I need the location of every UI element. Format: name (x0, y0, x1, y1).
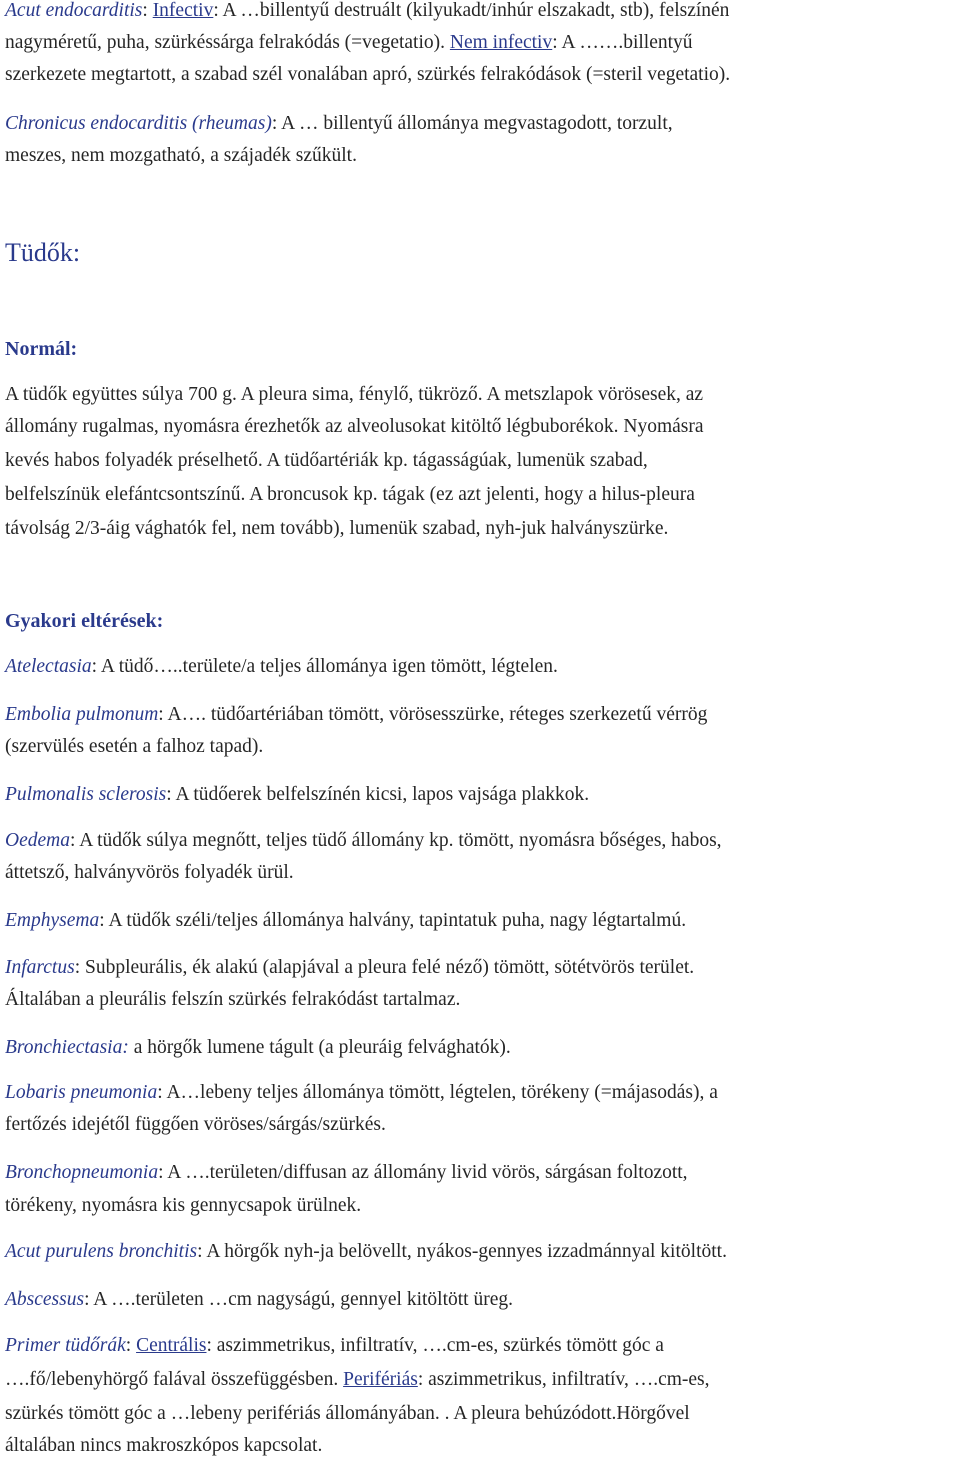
text-segment: : A tüdő…..területe/a teljes állománya igen tömött, légtelen. (91, 656, 558, 677)
term-label: Abscessus (5, 1289, 85, 1310)
text-line (5, 736, 955, 758)
text-segment: : Subpleurális, ék alakú (alapjával a pleura felé néző) tömött, sötétvörös terület. (74, 957, 695, 978)
term-label: Chronicus endocarditis (rheumas) (5, 113, 272, 134)
text-segment: Gyakori eltérések: (5, 610, 164, 632)
text-segment: kevés habos folyadék préselhető. A tüdőartériák kp. tágasságúak, lumenük szabad, (5, 450, 648, 471)
text-line (5, 1037, 955, 1059)
text-line (5, 1114, 955, 1136)
text-line (5, 518, 955, 540)
text-segment: : A tüdők széli/teljes állománya halvány, tapintatuk puha, nagy légtartalmú. (99, 910, 687, 931)
text-line (5, 450, 955, 472)
text-line (5, 656, 955, 678)
text-line (5, 704, 955, 726)
text-segment: nagyméretű, puha, szürkéssárga felrakódás (=vegetatio). (5, 32, 450, 53)
term-label: Bronchopneumonia (5, 1162, 159, 1183)
term-label: Primer tüdőrák (5, 1335, 126, 1356)
text-segment: : aszimmetrikus, infiltratív, ….cm-es, (417, 1369, 710, 1390)
text-line (5, 145, 955, 167)
subsection-heading (5, 338, 955, 360)
term-label: Atelectasia (5, 656, 92, 677)
text-line (5, 1369, 955, 1391)
text-segment: A tüdők együttes súlya 700 g. A pleura sima, fénylő, tükröző. A metszlapok vörösesek, az (5, 384, 704, 405)
term-label: Lobaris pneumonia (5, 1082, 158, 1103)
text-segment: törékeny, nyomásra kis gennycsapok ürülnek. (5, 1195, 362, 1216)
text-segment: : A ….területen …cm nagyságú, gennyel kitöltött üreg. (84, 1289, 513, 1310)
text-segment: : A…lebeny teljes állománya tömött, légtelen, törékeny (=májasodás), a (157, 1082, 718, 1103)
text-line (5, 1335, 955, 1357)
text-segment: : A … billentyű állománya megvastagodott, torzult, (271, 113, 673, 134)
text-segment: ….fő/lebenyhörgő falával összefüggésben. (5, 1369, 344, 1390)
text-segment: fertőzés idejétől függően vöröses/sárgás/szürkés. (5, 1114, 386, 1135)
text-segment: : A hörgők nyh-ja belövellt, nyákos-gennyes izzadmánnyal kitöltött. (197, 1241, 727, 1262)
text-line (5, 0, 955, 22)
text-segment: : (142, 0, 153, 21)
text-line (5, 1435, 955, 1457)
text-segment: (szervülés esetén a falhoz tapad). (5, 736, 264, 757)
text-line (5, 1403, 955, 1425)
term-label: Pulmonalis sclerosis (5, 784, 167, 805)
text-segment: Tüdők: (5, 238, 81, 267)
term-label: Bronchiectasia: (5, 1037, 129, 1058)
term-label: Oedema (5, 830, 70, 851)
text-segment: szerkezete megtartott, a szabad szél vonalában apró, szürkés felrakódások (=steril vegetatio). (5, 64, 731, 85)
text-line (5, 416, 955, 438)
term-label: Acut purulens bronchitis (5, 1241, 198, 1262)
subsection-heading (5, 610, 955, 632)
text-line (5, 1082, 955, 1104)
text-line (5, 1289, 955, 1311)
text-line (5, 862, 955, 884)
text-segment: : (125, 1335, 137, 1356)
text-line (5, 784, 955, 806)
section-heading (5, 238, 955, 268)
text-line (5, 1162, 955, 1184)
text-line (5, 910, 955, 932)
text-segment: : A tüdőerek belfelszínén kicsi, lapos vajsága plakkok. (166, 784, 590, 805)
underlined-term: Perifériás (343, 1369, 418, 1390)
text-line (5, 1195, 955, 1217)
term-label: Infarctus (5, 957, 75, 978)
text-segment: : A …billentyű destruált (kilyukadt/inhúr elszakadt, stb), felszínén (213, 0, 730, 21)
text-segment: általában nincs makroszkópos kapcsolat. (5, 1435, 323, 1456)
text-segment: : A tüdők súlya megnőtt, teljes tüdő állomány kp. tömött, nyomásra bőséges, habos, (69, 830, 722, 851)
text-segment: meszes, nem mozgatható, a szájadék szűkült. (5, 145, 357, 166)
text-segment: belfelszínük elefántcsontszínű. A broncusok kp. tágak (ez azt jelenti, hogy a hilus-pleura (5, 484, 695, 505)
text-segment: : A…. tüdőartériában tömött, vörösesszürke, réteges szerkezetű vérrög (158, 704, 708, 725)
text-line (5, 64, 955, 86)
text-line (5, 32, 955, 54)
text-line (5, 384, 955, 406)
term-label: Emphysema (5, 910, 100, 931)
text-segment: Általában a pleurális felszín szürkés felrakódást tartalmaz. (5, 989, 461, 1010)
underlined-term: Centrális (136, 1335, 207, 1356)
text-segment: állomány rugalmas, nyomásra érezhetők az alveolusokat kitöltő légbuborékok. Nyomásra (5, 416, 704, 437)
underlined-term: Infectiv (152, 0, 214, 21)
text-segment: szürkés tömött góc a …lebeny perifériás állományában. . A pleura behúzódott.Hörgővel (5, 1403, 690, 1424)
text-segment: Normál: (5, 338, 78, 360)
text-line (5, 1241, 955, 1263)
text-segment: a hörgők lumene tágult (a pleuráig felvághatók). (128, 1037, 511, 1058)
text-line (5, 989, 955, 1011)
text-line (5, 113, 955, 135)
text-line (5, 957, 955, 979)
text-line (5, 830, 955, 852)
text-segment: : A …….billentyű (552, 32, 693, 53)
text-segment: : aszimmetrikus, infiltratív, ….cm-es, szürkés tömött góc a (206, 1335, 664, 1356)
term-label: Acut endocarditis (5, 0, 143, 21)
text-line (5, 484, 955, 506)
underlined-term: Nem infectiv (449, 32, 553, 53)
text-segment: távolság 2/3-áig vághatók fel, nem tovább), lumenük szabad, nyh-juk halványszürke. (5, 518, 669, 539)
text-segment: : A ….területen/diffusan az állomány livid vörös, sárgásan foltozott, (158, 1162, 688, 1183)
term-label: Embolia pulmonum (5, 704, 159, 725)
text-segment: áttetsző, halványvörös folyadék ürül. (5, 862, 294, 883)
